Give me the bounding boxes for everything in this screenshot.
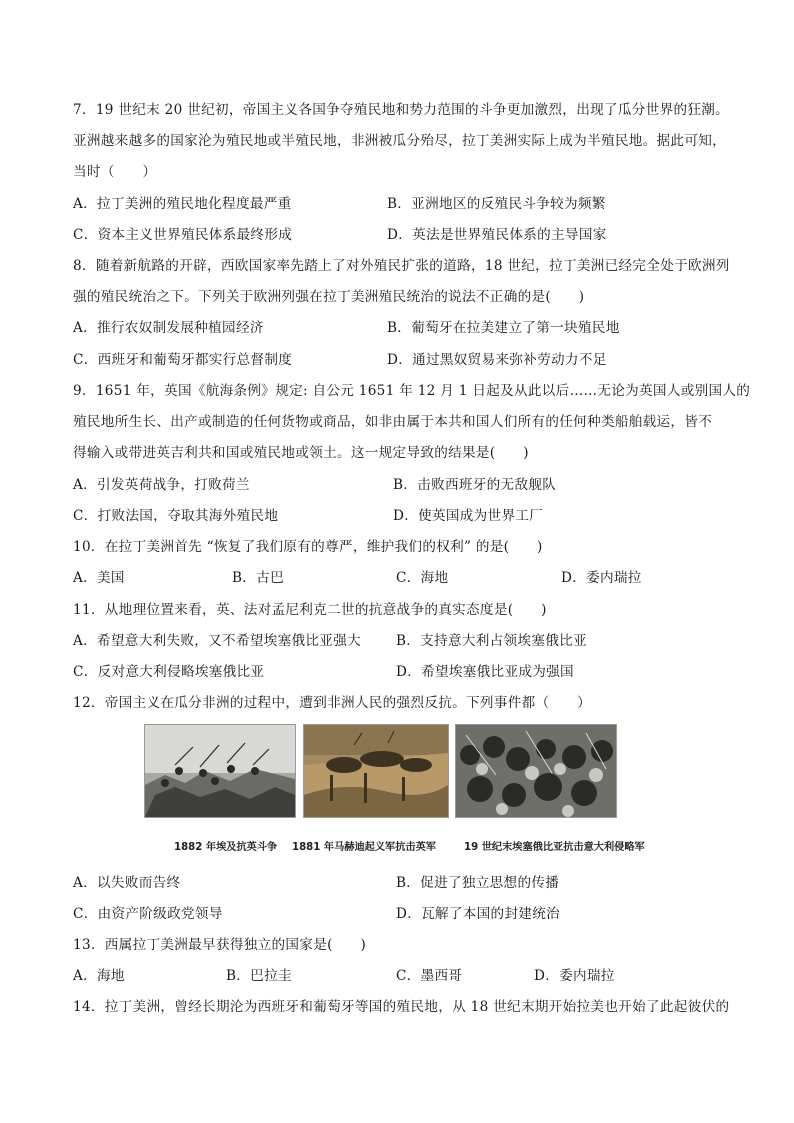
- caption-photo-3: 19 世纪末埃塞俄比亚抗击意大利侵略军: [464, 842, 645, 853]
- q12-option-a: A．以失败而告终: [73, 875, 181, 891]
- q13-stem-line-1: 13．西属拉丁美洲最早获得独立的国家是( ): [73, 937, 367, 953]
- q10-option-c: C．海地: [396, 570, 449, 586]
- battle-scene-illustration-3: [456, 725, 616, 817]
- q7-option-b: B．亚洲地区的反殖民斗争较为频繁: [387, 196, 606, 212]
- q7-option-c: C．资本主义世界殖民体系最终形成: [73, 227, 293, 243]
- q9-stem-line-1: 9．1651 年，英国《航海条例》规定: 自公元 1651 年 12 月 1 日起及从此以后……无论为英国人或别国人的: [73, 383, 751, 399]
- q12-option-d: D．瓦解了本国的封建统治: [396, 906, 561, 922]
- q12-option-c: C．由资产阶级政党领导: [73, 906, 223, 922]
- q12-option-b: B．促进了独立思想的传播: [396, 875, 560, 891]
- q9-option-d: D．使英国成为世界工厂: [393, 508, 544, 524]
- q13-option-a: A．海地: [73, 968, 125, 984]
- q8-option-c: C．西班牙和葡萄牙都实行总督制度: [73, 352, 293, 368]
- q8-option-b: B．葡萄牙在拉美建立了第一块殖民地: [387, 320, 620, 336]
- q12-stem-line-1: 12．帝国主义在瓜分非洲的过程中，遭到非洲人民的强烈反抗。下列事件都（ ）: [73, 695, 592, 711]
- q9-option-c: C．打败法国，夺取其海外殖民地: [73, 508, 279, 524]
- q11-option-c: C．反对意大利侵略埃塞俄比亚: [73, 664, 265, 680]
- q8-option-d: D．通过黑奴贸易来弥补劳动力不足: [387, 352, 607, 368]
- q7-stem-line-2: 亚洲越来越多的国家沦为殖民地或半殖民地，非洲被瓜分殆尽，拉丁美洲实际上成为半殖民地。据此可知，: [73, 133, 727, 149]
- q9-stem-line-3: 得输入或带进英吉利共和国或殖民地或领土。这一规定导致的结果是( ): [73, 445, 529, 461]
- q9-option-a: A．引发英荷战争，打败荷兰: [73, 477, 250, 493]
- q9-option-b: B．击败西班牙的无敌舰队: [393, 477, 557, 493]
- q14-stem-line-1: 14．拉丁美洲，曾经长期沦为西班牙和葡萄牙等国的殖民地，从 18 世纪末期开始拉美也开始了此起彼伏的: [73, 999, 730, 1015]
- caption-photo-2: 1881 年马赫迪起义军抗击英军: [292, 842, 436, 853]
- q8-stem-line-1: 8．随着新航路的开辟，西欧国家率先踏上了对外殖民扩张的道路，18 世纪，拉丁美洲已经完全处于欧洲列: [73, 258, 730, 274]
- q7-stem-line-3: 当时（ ）: [73, 164, 157, 180]
- caption-photo-1: 1882 年埃及抗英斗争: [174, 842, 278, 853]
- q10-option-b: B．古巴: [232, 570, 284, 586]
- q10-option-d: D．委内瑞拉: [561, 570, 642, 586]
- q11-option-a: A．希望意大利失败，又不希望埃塞俄比亚强大: [73, 633, 361, 649]
- battle-scene-illustration-1: [145, 725, 295, 817]
- q13-option-d: D．委内瑞拉: [534, 968, 615, 984]
- q13-option-b: B．巴拉圭: [226, 968, 292, 984]
- battle-scene-illustration-2: [304, 725, 448, 817]
- photo-ethiopia-resistance: [455, 724, 617, 818]
- q13-option-c: C．墨西哥: [396, 968, 463, 984]
- q8-stem-line-2: 强的殖民统治之下。下列关于欧洲列强在拉丁美洲殖民统治的说法不正确的是( ): [73, 289, 585, 305]
- q7-option-a: A．拉丁美洲的殖民地化程度最严重: [73, 196, 292, 212]
- q11-stem-line-1: 11．从地理位置来看，英、法对孟尼利克二世的抗意战争的真实态度是( ): [73, 602, 547, 618]
- q11-option-b: B．支持意大利占领埃塞俄比亚: [396, 633, 587, 649]
- q10-option-a: A．美国: [73, 570, 125, 586]
- photo-egypt-resistance: [144, 724, 296, 818]
- photo-mahdi-uprising: [303, 724, 449, 818]
- q10-stem-line-1: 10．在拉丁美洲首先 “恢复了我们原有的尊严，维护我们的权利” 的是( ): [73, 539, 543, 555]
- q7-option-d: D．英法是世界殖民体系的主导国家: [387, 227, 607, 243]
- q7-stem-line-1: 7．19 世纪末 20 世纪初，帝国主义各国争夺殖民地和势力范围的斗争更加激烈，出现了瓜分世界的狂潮。: [73, 102, 730, 118]
- q8-option-a: A．推行农奴制发展种植园经济: [73, 320, 264, 336]
- q11-option-d: D．希望埃塞俄比亚成为强国: [396, 664, 574, 680]
- q9-stem-line-2: 殖民地所生长、出产或制造的任何货物或商品，如非由属于本共和国人们所有的任何种类船舶载运，皆不: [73, 414, 713, 430]
